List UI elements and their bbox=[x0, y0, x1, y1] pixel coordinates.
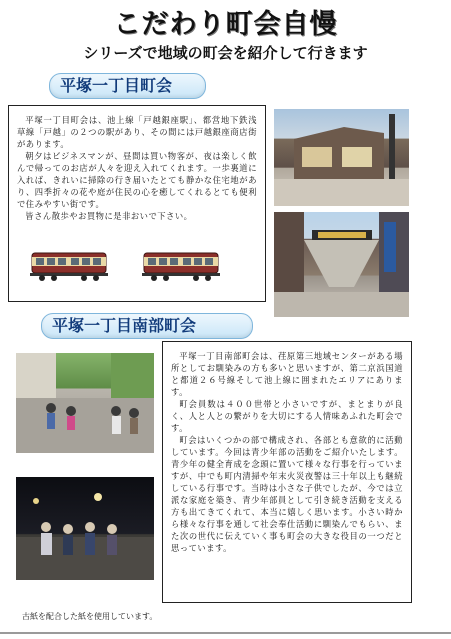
section1-paragraph: 朝夕はビジネスマンが、昼間は買い物客が、夜は楽しく飲んで帰ってのお店が人々を迎え入れてくれます。一歩裏道に入れば、きれいに掃除の行き届いたとても静かな住宅地があり、四季折々の花や庭が住民の心を癒してくれるとても便利で住みやすい街です。 bbox=[17, 151, 257, 209]
night-patrol-photo bbox=[16, 477, 154, 580]
tram-icon bbox=[138, 251, 224, 283]
tram-icon bbox=[26, 251, 112, 283]
section2-paragraph: 町会はいくつかの部で構成され、各部とも意欲的に活動しています。今回は青少年部の活動をご紹介いたします。青少年の健全育成を念頭に置いて様々な行事を行っていますが、中でも町内清掃や年末火災夜警は三十年以上も継続している行事です。当時は小さな子供でしたが、今では立派な家庭を築き、青少年部員として引き続き活動を支える方も出てきてくれて、本当に嬉しく思います。小さい時から様々な行事を通して社会奉仕活動に馴染んでもらい、また次の世代に伝えていく事も町会の大きな役目の一つだと思っています。 bbox=[171, 435, 403, 553]
section-heading-hiratsuka-1-south: 平塚一丁目南部町会 bbox=[41, 313, 253, 339]
section2-paragraph: 平塚一丁目南部町会は、荏原第三地域センターがある場所としてお馴染みの方も多いと思いますが、第二京浜国道と都道２６号線そして池上線に囲まれたエリアにあります。 bbox=[171, 351, 403, 397]
section1-paragraph: 平塚一丁目町会は、池上線「戸越銀座駅」、都営地下鉄浅草線「戸越」の２つの駅があり、その間には戸越銀座商店街があります。 bbox=[17, 115, 257, 149]
section2-paragraph: 町会員数は４００世帯と小さいですが、まとまりが良く、人と人との繋がりを大切にする人情味あふれた町会です。 bbox=[171, 399, 403, 433]
recycled-paper-note: 古紙を配合した紙を使用しています。 bbox=[22, 612, 158, 621]
street-cleaning-photo bbox=[16, 353, 154, 453]
station-photo bbox=[274, 109, 409, 206]
section1-paragraph: 皆さん散歩やお買物に是非おいで下さい。 bbox=[25, 211, 193, 221]
section-heading-hiratsuka-1: 平塚一丁目町会 bbox=[49, 73, 206, 99]
page-subtitle: シリーズで地域の町会を紹介して行きます bbox=[83, 44, 368, 62]
footer-divider bbox=[0, 632, 451, 634]
shopping-street-photo bbox=[274, 212, 409, 317]
section2-text-box bbox=[162, 341, 412, 603]
page-title: こだわり町会自慢 bbox=[113, 9, 338, 40]
